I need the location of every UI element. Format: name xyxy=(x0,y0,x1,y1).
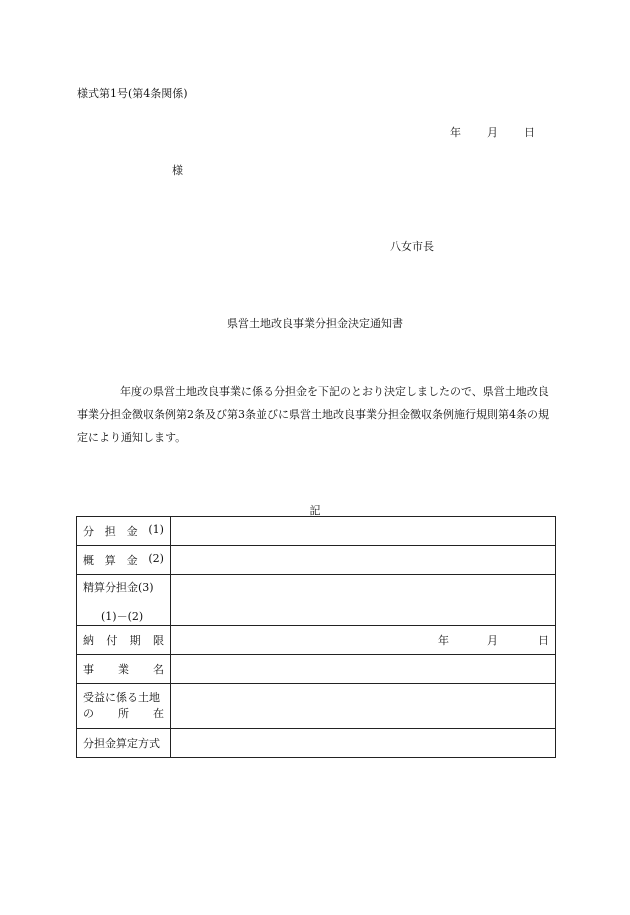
issue-date-year: 年 xyxy=(450,126,461,139)
table-row-project xyxy=(77,655,556,684)
burden-label: 分 担 金 (1) xyxy=(77,517,171,546)
note-heading: 記 xyxy=(309,504,321,517)
table-row-burden xyxy=(77,517,556,546)
deadline-value-cell[interactable] xyxy=(171,626,556,655)
project-label: 事 業 名 xyxy=(77,655,171,684)
settlement-value-cell[interactable] xyxy=(171,575,556,626)
issue-date xyxy=(450,124,535,140)
method-label: 分担金算定方式 xyxy=(77,729,171,758)
project-value-cell[interactable] xyxy=(171,655,556,684)
body-text: 年度の県営土地改良事業に係る分担金を下記のとおり決定しましたので、県営土地改良事業分担金徴収条例第2条及び第3条並びに県営土地改良事業分担金徴収条例施行規則第4条の規定により通知します。 xyxy=(77,385,549,444)
estimate-label: 概 算 金 (2) xyxy=(77,546,171,575)
settlement-formula: (1)－(2) xyxy=(101,610,144,623)
addressee-suffix: 様 xyxy=(172,164,183,177)
form-number: 様式第1号(第4条関係) xyxy=(77,87,188,100)
method-value-cell[interactable] xyxy=(171,729,556,758)
land-value-cell[interactable] xyxy=(171,684,556,729)
deadline-year: 年 xyxy=(438,634,449,647)
estimate-value-cell[interactable] xyxy=(171,546,556,575)
detail-table xyxy=(76,516,556,758)
table-row-land xyxy=(77,684,556,729)
issue-date-month: 月 xyxy=(487,126,498,139)
deadline-month: 月 xyxy=(487,634,498,647)
deadline-day: 日 xyxy=(538,634,549,647)
land-label: 受益に係る土地 の 所 在 xyxy=(77,684,171,729)
table-row-method xyxy=(77,729,556,758)
settlement-label: 精算分担金(3) (1)－(2) xyxy=(77,575,171,626)
table-row-deadline xyxy=(77,626,556,655)
deadline-label: 納 付 期 限 xyxy=(77,626,171,655)
issuer-name: 八女市長 xyxy=(390,240,434,253)
document-title: 県営土地改良事業分担金決定通知書 xyxy=(227,317,403,330)
burden-value-cell[interactable] xyxy=(171,517,556,546)
table-row-settlement xyxy=(77,575,556,626)
table-row-estimate xyxy=(77,546,556,575)
issue-date-day: 日 xyxy=(524,126,535,139)
